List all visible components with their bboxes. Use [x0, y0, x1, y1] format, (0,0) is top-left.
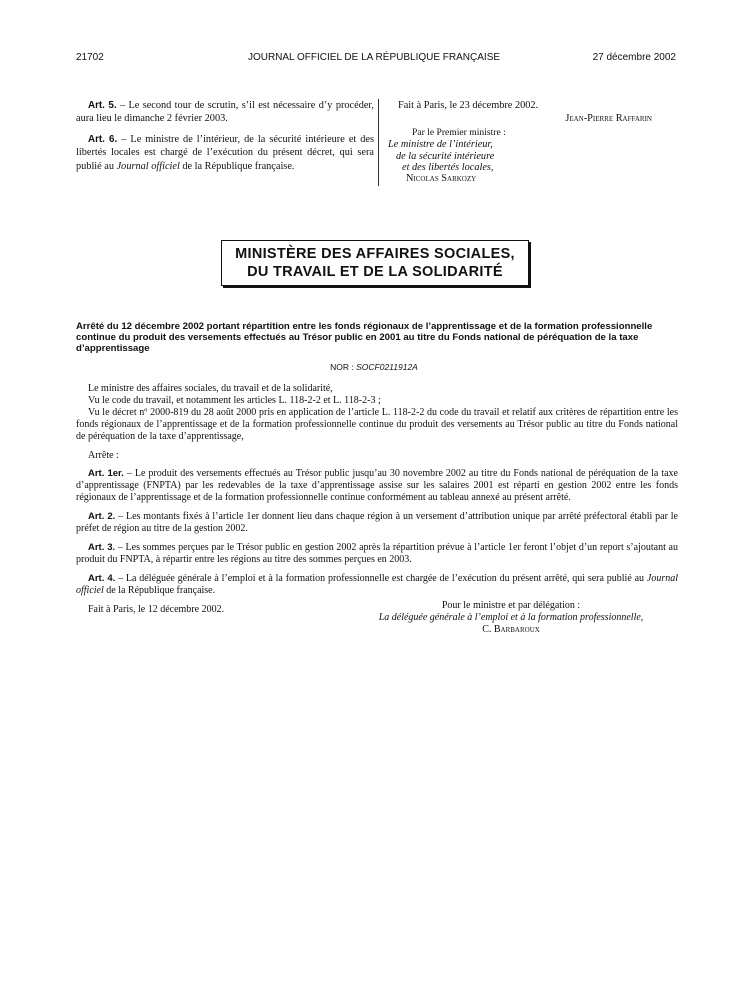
visa-decree: Vu le décret nº 2000-819 du 28 août 2000 pris en application de l’article L. 118-2-2 du code du travail et relatif aux critères de répartition entre les fonds régionaux de l’apprentissage et de la formation professionnelle continue du produit des versements au Trésor public au titre du Fonds national de péréquation de la taxe d’apprentissage, [76, 406, 678, 442]
article-1-label: Art. 1er. [88, 468, 124, 480]
visa-minister: Le ministre des affaires sociales, du travail et de la solidarité, [88, 383, 333, 394]
article-5 [76, 99, 374, 126]
article-4 [76, 573, 678, 597]
article-1 [76, 468, 678, 504]
arrete-word: Arrête : [88, 449, 119, 461]
article-5-label: Art. 5. [88, 100, 117, 111]
ministry-line-2: DU TRAVAIL ET DE LA SOLIDARITÉ [247, 264, 503, 280]
visa-code: Vu le code du travail, et notamment les articles L. 118-2-2 et L. 118-2-3 ; [88, 394, 381, 406]
article-2-label: Art. 2. [88, 511, 116, 523]
article-4-text: – La déléguée générale à l’emploi et à la formation professionnelle est chargée de l’exécution du présent arrêté, qui sera publié au [115, 572, 647, 584]
signatory-name: C. Barbaroux [482, 624, 540, 635]
decree-done-at: Fait à Paris, le 23 décembre 2002. [398, 100, 539, 111]
journal-officiel-italic: Journal officiel [116, 160, 180, 172]
page-number: 21702 [76, 52, 104, 63]
article-4-journal: Journal officiel [76, 572, 678, 596]
article-3-label: Art. 3. [88, 541, 116, 553]
journal-title: JOURNAL OFFICIEL DE LA RÉPUBLIQUE FRANÇAISE [247, 52, 501, 63]
prime-minister-line: Par le Premier ministre : [412, 126, 506, 138]
minister-title-2: de la sécurité intérieure [396, 150, 495, 162]
signature-line-2: La déléguée générale à l’emploi et à la formation professionnelle, [378, 612, 644, 623]
signature-line-1: Pour le ministre et par délégation : [441, 600, 581, 611]
arrete-done-at: Fait à Paris, le 12 décembre 2002. [88, 603, 225, 615]
arrete-title: Arrêté du 12 décembre 2002 portant répartition entre les fonds régionaux de l’apprentissage et de la formation professionnelle continue du produit des versements effectués au Trésor public en 2001 au titre du Fonds national de péréquation de la taxe d’apprentissage [76, 321, 653, 354]
article-6-text: – Le ministre de l’intérieur, de la sécurité intérieure et des libertés locales est chargé de l’exécution du présent décret, qui sera publié au [76, 133, 374, 172]
article-1-text: – Le produit des versements effectués au Trésor public jusqu’au 30 novembre 2002 au titre du Fonds national de péréquation de la taxe d’apprentissage (FNPTA) par les redevables de la taxe d’apprentissage assise sur les salaires 2001 est réparti en gestion 2002 entre les fonds régionaux de l’apprentissage et de la formation professionnelle continue conformément au tableau annexé au présent arrêté. [76, 468, 678, 504]
minister-name: Nicolas Sarkozy [406, 173, 477, 185]
signature-block [346, 600, 676, 636]
article-4-text-end: de la République française. [103, 584, 216, 596]
column-divider [378, 99, 379, 186]
ministry-heading-box [221, 240, 529, 286]
article-5-text: – Le second tour de scrutin, s’il est nécessaire d’y procéder, aura lieu le dimanche 2 février 2003. [76, 100, 375, 125]
article-6-text-end: de la République française. [179, 160, 295, 172]
nor-reference [0, 362, 748, 372]
issue-date: 27 décembre 2002 [592, 52, 676, 63]
article-2-text: – Les montants fixés à l’article 1er donnent lieu dans chaque région à un versement d’attribution unique par arrêté préfectoral établi par le préfet de région au titre de la gestion 2002. [76, 511, 678, 535]
nor-label: NOR : [330, 362, 357, 372]
article-6-label: Art. 6. [88, 133, 118, 145]
minister-title-1: Le ministre de l’intérieur, [388, 139, 493, 151]
article-4-label: Art. 4. [88, 572, 116, 584]
article-3-text: – Les sommes perçues par le Trésor public en gestion 2002 après la répartition prévue à l’article 1er feront l’objet d’un report s’ajoutant au produit du FNPTA, à répartir entre les régions au titre des sommes perçues en 2003. [76, 541, 678, 565]
nor-code: SOCF0211912A [356, 362, 418, 372]
article-2 [76, 511, 678, 535]
left-column [76, 99, 374, 180]
article-6 [76, 133, 374, 173]
ministry-line-1: MINISTÈRE DES AFFAIRES SOCIALES, [235, 246, 515, 262]
arrete-body [76, 383, 678, 616]
prime-minister-name: Jean-Pierre Raffarin [565, 113, 652, 125]
minister-title-3: et des libertés locales, [402, 162, 494, 174]
right-column [388, 99, 678, 185]
article-3 [76, 542, 678, 566]
